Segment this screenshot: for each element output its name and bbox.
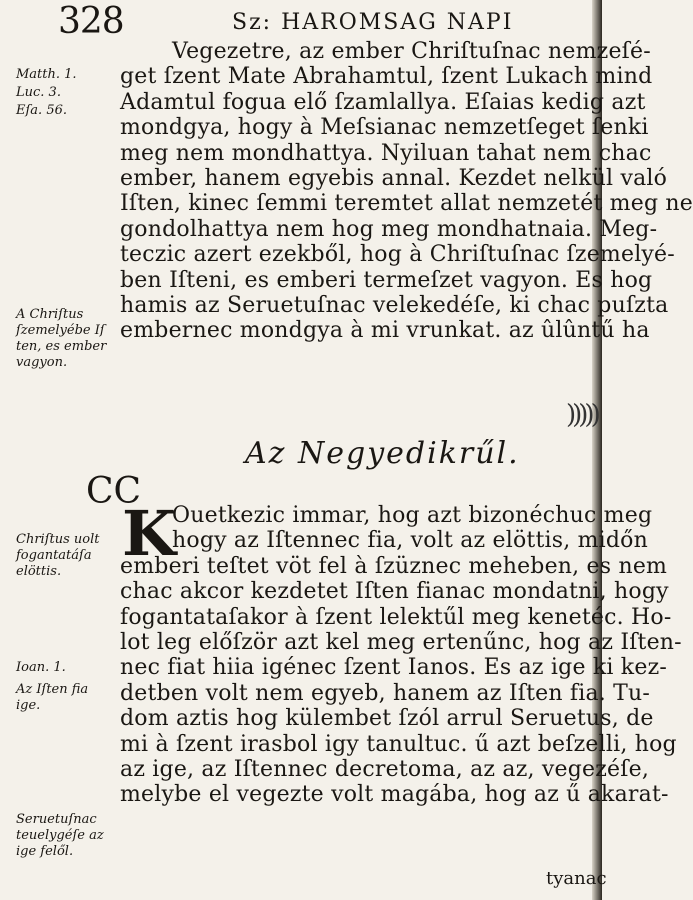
text-line: ember, hanem egyebis annal. Kezdet nelkül való [120,165,668,191]
text-line: Adamtul fogua elő ſzamlallya. Eſaias kedig azt [120,89,646,115]
margin-note-line: teuelygéſe az [16,828,104,843]
text-line: dom aztis hog külembet ſzól arrul Seruetus, de [120,706,654,732]
body-text-block-2 [120,497,682,808]
margin-note-son-word [16,682,116,714]
margin-note-christ-person [16,307,116,371]
margin-note-line: Seruetuſnac [16,812,97,827]
body-text-block-1 [120,39,693,344]
text-line: Vegezetre, az ember Chriſtuſnac nemzeſé- [172,39,651,64]
text-line: embernec mondgya à mi vrunkat. az ûlûntű ha [120,318,650,344]
text-line: az ige, az Iſtennec decretoma, az az, vegezéſe, [120,756,650,782]
text-line: chac akcor kezdetet Iſten fianac mondatni, hogy [120,579,669,605]
text-line: detben volt nem egyeb, hanem az Iſten fia. Tu- [120,680,651,706]
text-line: Iſten, kinec ſemmi teremtet allat nemzetét meg ne [120,191,693,217]
text-line: lot leg előſzör azt kel meg ertenűnc, hog az Iſten- [120,629,682,655]
text-line: fogantataſakor à ſzent lelektűl meg kenetéc. Ho- [120,604,672,630]
margin-note-line: elöttis. [16,564,62,579]
margin-ref: Luc. 3. [16,85,61,100]
text-line: nec fiat hiia igénec ſzent Ianos. Es az ige ki kez- [120,655,667,681]
margin-note-line: Az Iſten fia [16,682,89,697]
margin-ref: Matth. 1. [16,67,77,82]
text-line: teczic azert ezekből, hog à Chriſtuſnac ſzemelyé- [120,242,675,268]
margin-bracket-marks: ))))) [566,400,597,430]
text-line: mi à ſzent irasbol igy tanultuc. ű azt beſzelli, hog [120,731,677,757]
margin-note-christ-before [16,532,116,580]
margin-ref: Eſa. 56. [16,103,67,118]
margin-note-line: ige felől. [16,844,74,859]
catchword: tyanac [546,868,607,889]
margin-ref: Ioan. 1. [16,660,66,675]
margin-references-2 [16,660,116,678]
margin-note-line: vagyon. [16,355,68,370]
text-line: ben Iſteni, es emberi termeſzet vagyon. Es hog [120,267,653,293]
text-line: meg nem mondhattya. Nyiluan tahat nem chac [120,140,652,166]
page-number: 328 [58,1,124,42]
margin-note-line: Chriſtus uolt [16,532,100,547]
text-line: Ouetkezic immar, hog azt bizonéchuc meg [172,503,653,528]
text-line: emberi teſtet vöt fel à ſzüznec meheben, es nem [120,553,668,579]
drop-capital: K [122,497,176,570]
text-line: melybe el vegezte volt magába, hog az ű akarat- [120,782,669,808]
margin-note-line: ten, es ember [16,339,107,354]
paragraph-mark-icon: CC [86,471,142,512]
margin-note-line: A Chriſtus [16,307,84,322]
text-line: hamis az Seruetuſnac velekedéſe, ki chac puſzta [120,292,669,318]
running-head: Sz: HAROMSAG NAPI [232,10,514,35]
text-line: mondgya, hogy à Meſsianac nemzetſeget ſenki [120,115,649,141]
margin-note-line: fogantatáſa [16,548,92,563]
section-heading: Az Negyedikrűl. [245,436,520,471]
margin-note-line: ige. [16,698,41,713]
text-line: hogy az Iſtennec fia, volt az elöttis, midőn [172,528,648,554]
margin-note-line: ſzemelyébe Iſ [16,323,105,338]
text-line: gondolhattya nem hog meg mondhatnaia. Meg- [120,216,658,242]
margin-references-1 [16,66,116,120]
text-line: get ſzent Mate Abrahamtul, ſzent Lukach mind [120,64,653,90]
margin-note-servetus [16,812,116,860]
